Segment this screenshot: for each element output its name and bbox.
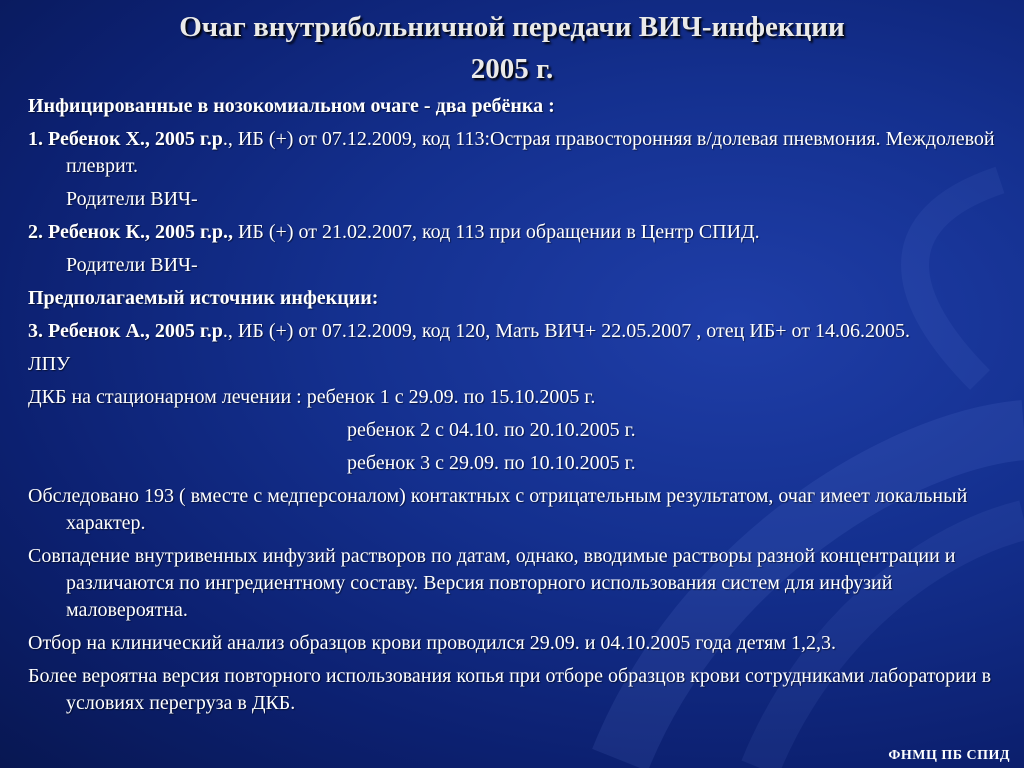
item-child-3-text: ., ИБ (+) от 07.12.2009, код 120, Мать ВИЧ+ 22.05.2007 , отец ИБ+ от 14.06.2005. — [222, 320, 910, 342]
coincidence-paragraph: Совпадение внутривенных инфузий растворов по датам, однако, вводимые растворы разной концентрации и различаются по ингредиентному составу. Версия повторного использования систем для инфузий маловероятна. — [28, 545, 956, 621]
item-child-1-parents: Родители ВИЧ- — [66, 188, 198, 210]
sampling-paragraph: Отбор на клинический анализ образцов крови проводился 29.09. и 04.10.2005 года детям 1,2,3. — [28, 632, 836, 654]
lpu-label: ЛПУ — [28, 353, 71, 375]
item-child-3 — [28, 318, 1008, 345]
likely-version-paragraph: Более вероятна версия повторного использования копья при отборе образцов крови сотрудниками лаборатории в условиях перегруза в ДКБ. — [28, 665, 992, 714]
slide-title-line2: 2005 г. — [470, 53, 554, 85]
slide-title — [40, 6, 984, 90]
dkb-child-2: ребенок 2 с 04.10. по 20.10.2005 г. — [347, 419, 636, 441]
slide-title-line1: Очаг внутрибольничной передачи ВИЧ-инфекции — [179, 11, 845, 43]
item-child-2-parents: Родители ВИЧ- — [66, 254, 198, 276]
dkb-stay-line: ДКБ на стационарном лечении : ребенок 1 с 29.09. по 15.10.2005 г. — [28, 386, 596, 408]
examined-paragraph: Обследовано 193 ( вместе с медперсоналом) контактных с отрицательным результатом, очаг имеет локальный характер. — [28, 485, 968, 534]
heading-infected: Инфицированные в нозокомиальном очаге - два ребёнка : — [28, 95, 555, 117]
heading-source: Предполагаемый источник инфекции: — [28, 287, 379, 309]
item-child-1-bold: 1. Ребенок Х., 2005 г.р — [28, 128, 223, 150]
item-child-2-bold: 2. Ребенок К., 2005 г.р., — [28, 221, 233, 243]
item-child-1-text: ., ИБ (+) от 07.12.2009, код 113:Острая правосторонняя в/долевая пневмония. Междолевой плеврит. — [66, 128, 995, 177]
item-child-3-bold: 3. Ребенок А., 2005 г.р — [28, 320, 223, 342]
slide-content — [28, 93, 1008, 723]
item-child-1 — [28, 126, 1008, 180]
footer-organization: ФНМЦ ПБ СПИД — [888, 748, 1010, 763]
dkb-child-3: ребенок 3 с 29.09. по 10.10.2005 г. — [347, 452, 636, 474]
item-child-2-text: ИБ (+) от 21.02.2007, код 113 при обращении в Центр СПИД. — [232, 221, 760, 243]
item-child-2 — [28, 219, 1008, 246]
